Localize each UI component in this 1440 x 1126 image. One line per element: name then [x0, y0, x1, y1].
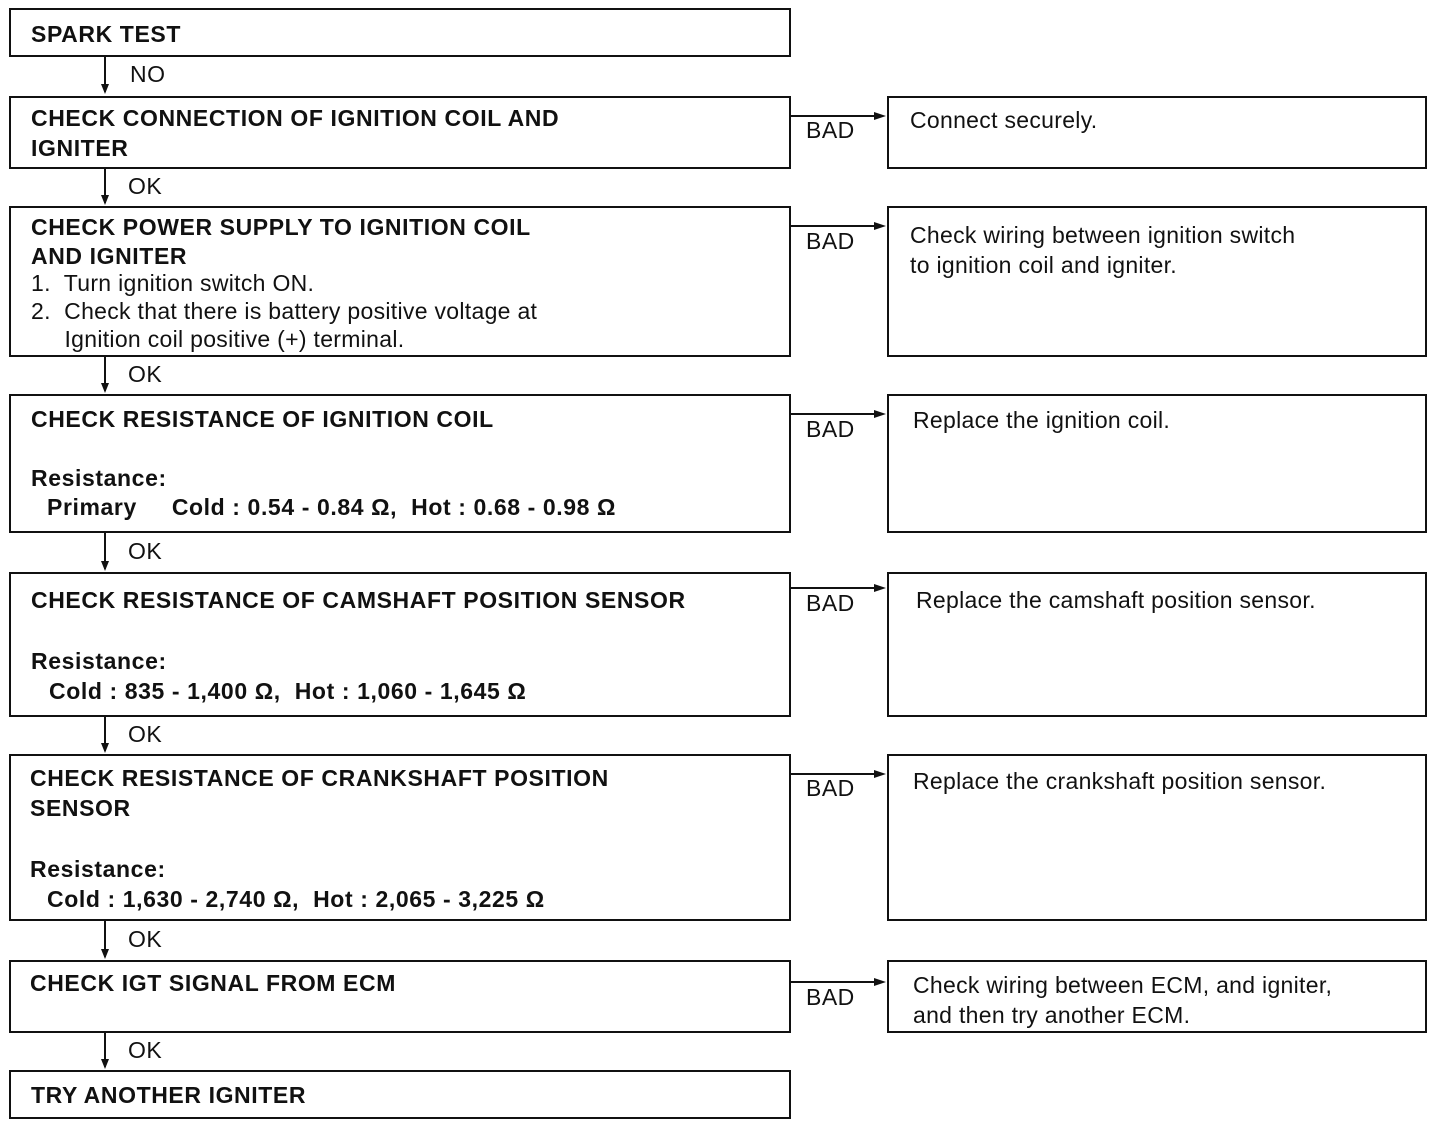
bad-label: BAD [806, 117, 855, 143]
spec-label: Resistance: [31, 465, 167, 491]
remedy-connect-securely [887, 96, 1427, 169]
step-try-another-igniter [9, 1070, 791, 1119]
remedy-check-wiring-ecm [887, 960, 1427, 1033]
bad-arrowhead-2 [874, 222, 886, 230]
flow-label-ok: OK [128, 721, 163, 747]
spec-values: Primary Cold : 0.54 - 0.84 Ω, Hot : 0.68 - 0.98 Ω [47, 494, 617, 520]
step-item: 1. Turn ignition switch ON. [31, 270, 315, 296]
remedy-text-line1: Check wiring between ECM, and igniter, [913, 972, 1333, 998]
step-check-igt-signal [9, 960, 791, 1033]
spec-values: Cold : 1,630 - 2,740 Ω, Hot : 2,065 - 3,225 Ω [47, 886, 545, 912]
step-check-connection [9, 96, 791, 169]
bad-arrowhead-6 [874, 978, 886, 986]
step-title-line2: SENSOR [30, 795, 131, 821]
step-title-line2: AND IGNITER [31, 243, 188, 269]
step-title-line1: CHECK CONNECTION OF IGNITION COIL AND [31, 105, 560, 131]
bad-label: BAD [806, 590, 855, 616]
step-item: Ignition coil positive (+) terminal. [31, 326, 405, 352]
remedy-text-line2: and then try another ECM. [913, 1002, 1191, 1028]
step-check-camshaft-sensor-resistance [9, 572, 791, 717]
step-title: CHECK RESISTANCE OF IGNITION COIL [31, 406, 494, 432]
flow-label-no: NO [130, 61, 166, 87]
remedy-text: Replace the camshaft position sensor. [916, 587, 1316, 613]
step-check-ignition-coil-resistance [9, 394, 791, 533]
bad-arrowhead-3 [874, 410, 886, 418]
bad-label: BAD [806, 228, 855, 254]
spec-label: Resistance: [31, 648, 167, 674]
flow-label-ok: OK [128, 1037, 163, 1063]
step-title: CHECK IGT SIGNAL FROM ECM [30, 970, 396, 996]
down-arrowhead-1 [101, 84, 109, 94]
step-check-power-supply [9, 206, 791, 357]
bad-label: BAD [806, 416, 855, 442]
remedy-replace-crankshaft-sensor [887, 754, 1427, 921]
step-item: 2. Check that there is battery positive voltage at [31, 298, 538, 324]
bad-arrowhead-1 [874, 112, 886, 120]
remedy-text-line2: to ignition coil and igniter. [910, 252, 1177, 278]
remedy-text: Connect securely. [910, 107, 1098, 133]
step-title-line2: IGNITER [31, 135, 129, 161]
flow-label-ok: OK [128, 926, 163, 952]
flow-label-ok: OK [128, 538, 163, 564]
down-arrowhead-6 [101, 949, 109, 959]
spec-values: Cold : 835 - 1,400 Ω, Hot : 1,060 - 1,645 Ω [49, 678, 527, 704]
step-title: CHECK RESISTANCE OF CAMSHAFT POSITION SENSOR [31, 587, 686, 613]
bad-label: BAD [806, 775, 855, 801]
bad-arrowhead-5 [874, 770, 886, 778]
down-arrowhead-2 [101, 195, 109, 205]
step-check-crankshaft-sensor-resistance [9, 754, 791, 921]
down-arrowhead-7 [101, 1059, 109, 1069]
remedy-text: Replace the crankshaft position sensor. [913, 768, 1327, 794]
step-title-line1: CHECK RESISTANCE OF CRANKSHAFT POSITION [30, 765, 609, 791]
remedy-text: Replace the ignition coil. [913, 407, 1171, 433]
spec-label: Resistance: [30, 856, 166, 882]
remedy-replace-camshaft-sensor [887, 572, 1427, 717]
step-title: SPARK TEST [31, 21, 181, 47]
remedy-replace-ignition-coil [887, 394, 1427, 533]
flow-label-ok: OK [128, 361, 163, 387]
step-title: TRY ANOTHER IGNITER [31, 1082, 307, 1108]
bad-arrowhead-4 [874, 584, 886, 592]
flow-label-ok: OK [128, 173, 163, 199]
down-arrowhead-5 [101, 743, 109, 753]
step-title-line1: CHECK POWER SUPPLY TO IGNITION COIL [31, 214, 531, 240]
down-arrowhead-4 [101, 561, 109, 571]
down-arrowhead-3 [101, 383, 109, 393]
bad-label: BAD [806, 984, 855, 1010]
step-spark-test [9, 8, 791, 57]
remedy-check-wiring-ignition [887, 206, 1427, 357]
remedy-text-line1: Check wiring between ignition switch [910, 222, 1296, 248]
